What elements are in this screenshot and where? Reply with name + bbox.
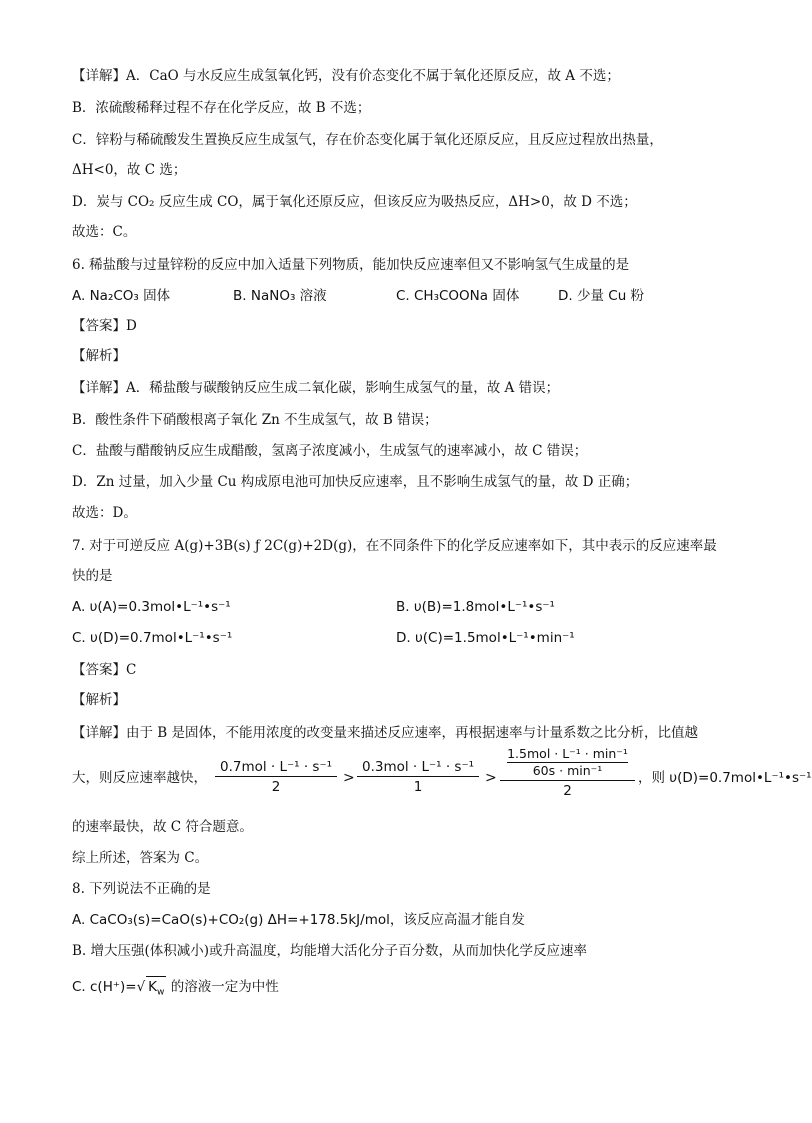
detail-line-4: ΔH<0，故 C 选； (72, 162, 187, 178)
fraction-3-numerator (500, 746, 635, 781)
q6-answer: 【答案】D (72, 318, 137, 334)
fraction-3-denominator: 2 (563, 783, 572, 799)
q7-detail-prefix: 大，则反应速率越快， (72, 770, 207, 786)
q6-option-c: C. CH₃COONa 固体 (396, 288, 520, 304)
sqrt-symbol: √ (136, 979, 146, 995)
q7-detail-line-3: 的速率最快，故 C 符合题意。 (72, 819, 253, 835)
q8-option-c-prefix: C. c(H⁺)= (72, 979, 137, 995)
q6-option-d: D. 少量 Cu 粉 (558, 288, 645, 304)
sqrt-radicand (146, 976, 166, 1003)
detail-line-3: C．锌粉与稀硫酸发生置换反应生成氢气，存在价态变化属于氧化还原反应，且反应过程放出热量， (72, 132, 663, 148)
q6-option-a: A. Na₂CO₃ 固体 (72, 288, 171, 304)
fraction-3 (500, 746, 635, 801)
fraction-1-numerator: 0.7mol · L⁻¹ · s⁻¹ (215, 758, 337, 777)
q8-option-c (72, 976, 279, 1003)
question-7-line-2: 快的是 (72, 568, 113, 584)
q7-option-d: D. υ(C)=1.5mol•L⁻¹•min⁻¹ (396, 630, 575, 646)
detail-line-5: D．炭与 CO₂ 反应生成 CO，属于氧化还原反应，但该反应为吸热反应，ΔH>0，故 D 不选； (72, 194, 637, 210)
q7-option-a: A. υ(A)=0.3mol•L⁻¹•s⁻¹ (72, 599, 231, 615)
q6-detail-a: 【详解】A．稀盐酸与碳酸钠反应生成二氧化碳，影响生成氢气的量，故 A 错误； (72, 380, 560, 396)
q8-option-b: B. 增大压强(体积减小)或升高温度，均能增大活化分子百分数，从而加快化学反应速率 (72, 943, 588, 959)
q7-analysis-heading: 【解析】 (72, 692, 126, 708)
detail-line-6: 故选：C。 (72, 224, 137, 240)
greater-than-2: > (485, 770, 497, 786)
fraction-2 (357, 758, 479, 797)
q7-detail-line-1: 【详解】由于 B 是固体，不能用浓度的改变量来描述反应速率，再根据速率与计量系数之比分析，比值越 (72, 725, 699, 741)
fraction-1-denominator: 2 (271, 779, 281, 795)
q6-detail-b: B．酸性条件下硝酸根离子氧化 Zn 不生成氢气，故 B 错误； (72, 412, 438, 428)
q6-detail-e: 故选：D。 (72, 505, 137, 521)
q6-detail-c: C．盐酸与醋酸钠反应生成醋酸，氢离子浓度减小，生成氢气的速率减小，故 C 错误； (72, 443, 588, 459)
detail-line-1: 【详解】A．CaO 与水反应生成氢氧化钙，没有价态变化不属于氧化还原反应，故 A 不选； (72, 68, 620, 84)
q7-answer: 【答案】C (72, 662, 137, 678)
question-8: 8. 下列说法不正确的是 (72, 881, 211, 897)
question-7-line-1: 7. 对于可逆反应 A(g)+3B(s) ƒ 2C(g)+2D(g)，在不同条件下的化学反应速率如下，其中表示的反应速率最 (72, 538, 717, 554)
fraction-3-inner (507, 746, 628, 779)
q7-option-c: C. υ(D)=0.7mol•L⁻¹•s⁻¹ (72, 630, 233, 646)
fraction-1 (215, 758, 337, 797)
q6-detail-d: D．Zn 过量，加入少量 Cu 构成原电池可加快反应速率，且不影响生成氢气的量，故 D 正确； (72, 474, 639, 490)
q7-option-b: B. υ(B)=1.8mol•L⁻¹•s⁻¹ (396, 599, 555, 615)
fraction-3-inner-numerator: 1.5mol · L⁻¹ · min⁻¹ (507, 746, 628, 761)
detail-line-2: B．浓硫酸稀释过程不存在化学反应，故 B 不选； (72, 100, 371, 116)
q6-analysis-heading: 【解析】 (72, 348, 126, 364)
fraction-3-inner-denominator: 60s · min⁻¹ (532, 763, 603, 778)
q8-option-c-suffix: 的溶液一定为中性 (166, 979, 279, 995)
q7-detail-line-4: 综上所述，答案为 C。 (72, 850, 209, 866)
fraction-2-denominator: 1 (413, 779, 423, 795)
q8-option-a: A. CaCO₃(s)=CaO(s)+CO₂(g) ΔH=+178.5kJ/mol，该反应高温才能自发 (72, 912, 525, 928)
fraction-2-numerator: 0.3mol · L⁻¹ · s⁻¹ (357, 758, 479, 777)
question-6: 6. 稀盐酸与过量锌粉的反应中加入适量下列物质，能加快反应速率但又不影响氢气生成量的是 (72, 257, 630, 273)
q6-option-b: B. NaNO₃ 溶液 (233, 288, 327, 304)
greater-than-1: > (343, 770, 355, 786)
q7-detail-suffix: ，则 υ(D)=0.7mol•L⁻¹•s⁻¹ (638, 770, 812, 786)
kw-k: K (148, 979, 158, 995)
kw-subscript: w (157, 987, 165, 998)
rate-comparison-formula (72, 746, 812, 808)
